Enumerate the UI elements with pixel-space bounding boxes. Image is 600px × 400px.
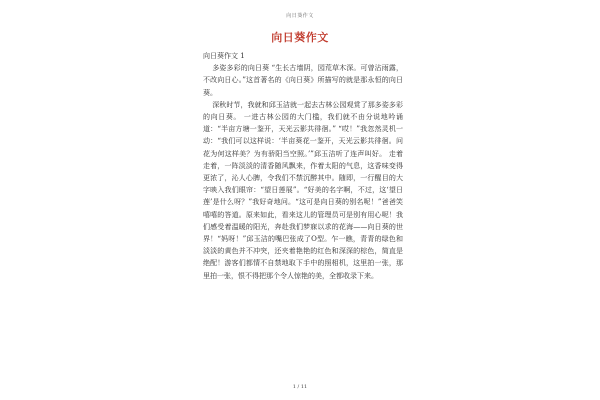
paragraph: 多姿多彩的向日葵 “生长古墙阴，园荒草木深。可曾沾雨露，不改向日心。”这首著名的《向日葵》所描写的就是那永恒的向日葵。 bbox=[203, 64, 403, 97]
paragraph: 深秋时节，我就和邱玉洁就一起去古林公园观赏了那多姿多彩的向日葵。 一进古林公园的大门槛，我们就不由分说地吟诵道：“半亩方塘一鉴开，天光云影共徘徊。” “哎！”我忽然灵机一动：“我们可以这样说：‘半亩葵花一鉴开，天光云影共徘徊。问花为何这样美？为有骄阳当空照。’”邱玉洁听了连声叫好。 走着走着，一阵淡淡的清香随风飘来，作着太阳的气息，这香味变得更浓了，沁人心脾，令我们不禁沉醉其中。随即，一行醒目的大字映入我们眼帘：“望日莲展”。“好美的名字啊，不过，这‘望日莲’是什么呀？”我好奇地问。“这可是向日葵的别名呢！”爸爸笑嘻嘻的答道。原来如此，看来这儿的管理员可是别有用心呢！我们感受着温暖的阳光，奔赴我们梦寐以求的花海——向日葵的世界！“妈呀！”邱玉洁的嘴巴张成了O型。乍一瞧，青青的绿色和淡淡的黄色并不冲突，还夹着艳艳的红色和深深的棕色，简直是绝配！游客们都情不自禁地取下手中的照相机，这里拍一张，那里拍一张，恨不得把那个令人惊艳的美，全都收录下来。 bbox=[203, 100, 404, 280]
page-header: 向日葵作文 bbox=[286, 13, 314, 19]
page-indicator: 1 / 11 bbox=[292, 384, 308, 390]
document-title: 向日葵作文 bbox=[271, 31, 329, 44]
document-body bbox=[203, 50, 403, 282]
paragraph-heading: 向日葵作文 1 bbox=[203, 52, 245, 60]
